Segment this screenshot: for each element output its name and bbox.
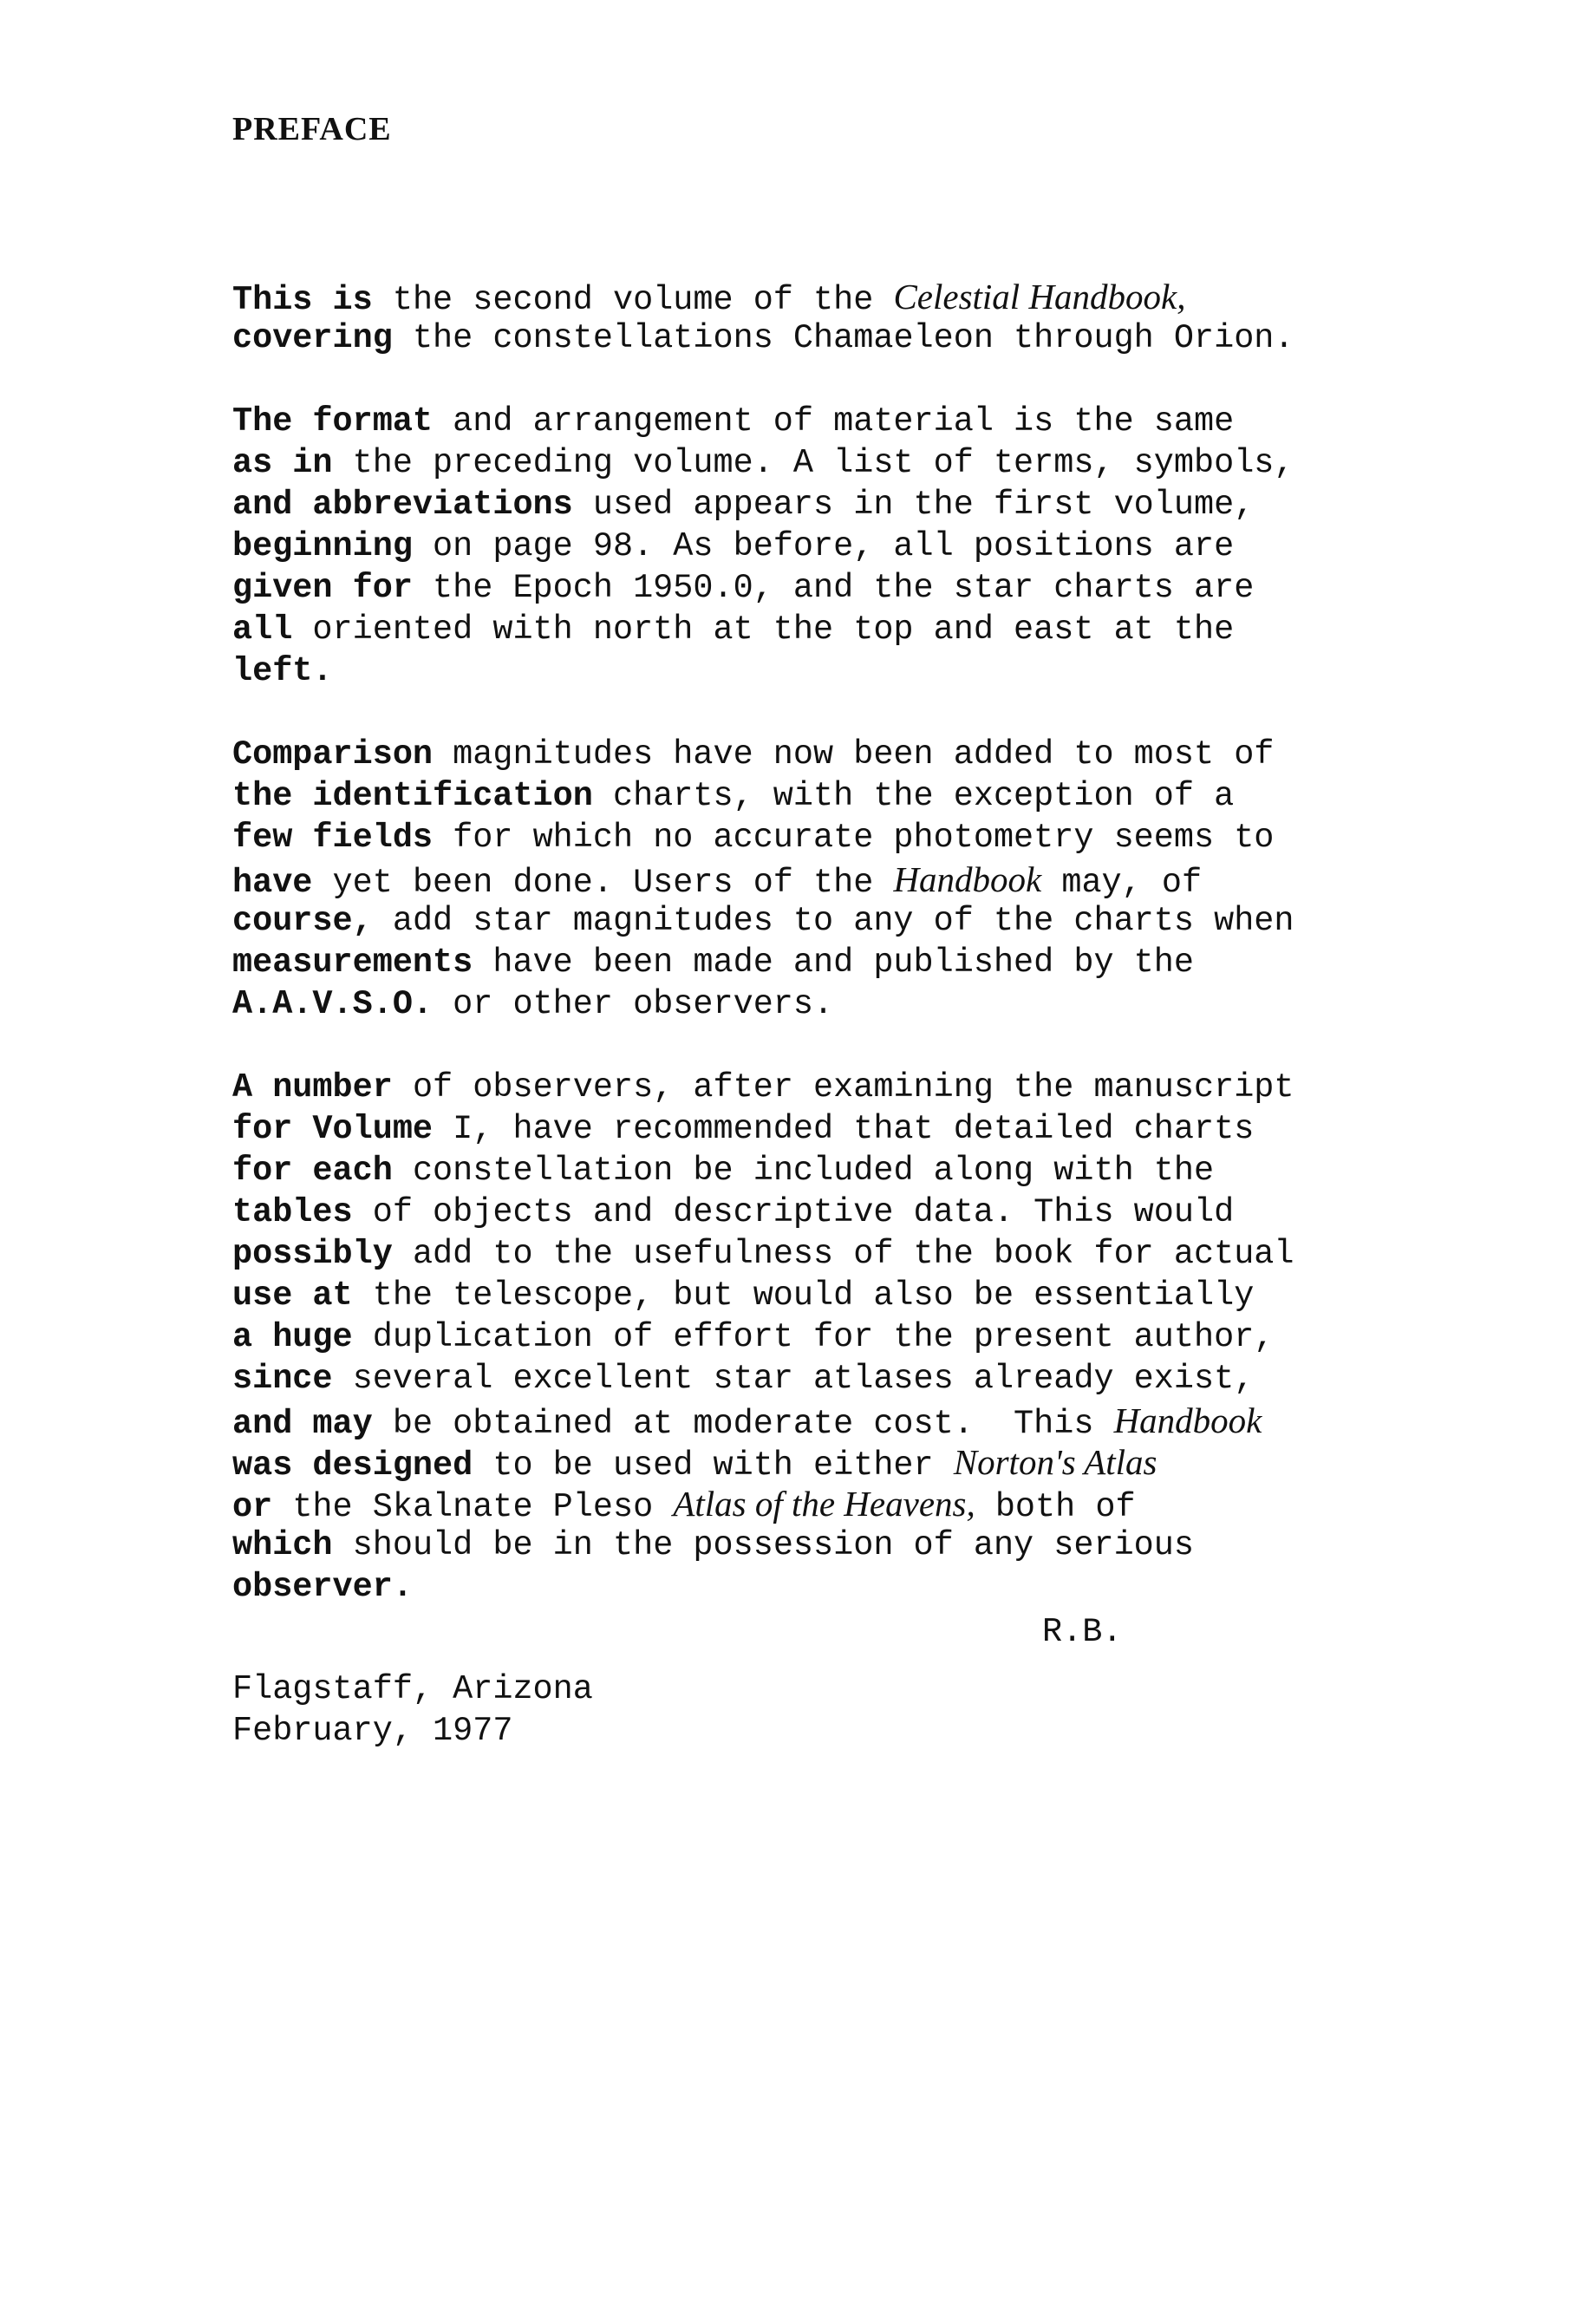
text-line [232,567,1429,609]
text-line [232,401,1429,442]
text-line [232,775,1429,817]
text-line [232,1233,1429,1275]
text-line [232,1150,1429,1191]
text-line [232,484,1429,526]
text-run: the constellations Chamaeleon through Orion. [392,319,1294,357]
text-run: used appears in the first volume, [572,486,1255,524]
paragraph-3 [232,734,1429,1025]
bold-text: A.A.V.S.O. [232,985,434,1023]
bold-text: the identification [232,777,593,815]
bold-text: Comparison [232,735,434,774]
bold-text: left. [232,652,333,690]
text-run: the telescope, but would also be essentially [352,1276,1255,1315]
text-line [232,609,1429,650]
text-run: to be used with either [473,1446,954,1485]
text-line [232,817,1429,858]
date-line: February, 1977 [232,1712,513,1750]
bold-text: use at [232,1276,353,1315]
bold-text: for Volume [232,1110,434,1148]
paragraph-4 [232,1067,1429,1608]
text-run: the Epoch 1950.0, and the star charts are [412,569,1255,607]
author-initials: R.B. [1042,1613,1123,1651]
text-run: I, have recommended that detailed charts [433,1110,1255,1148]
italic-title: Handbook [1113,1400,1262,1440]
bold-text: observer. [232,1568,413,1606]
text-run: several excellent star atlases already exist, [332,1360,1255,1398]
bold-text: beginning [232,527,413,565]
text-run: for which no accurate photometry seems to [433,819,1275,857]
text-line [232,1067,1429,1108]
text-line [232,858,1429,900]
text-line [232,1358,1429,1400]
bold-text: have [232,864,313,902]
text-run: should be in the possession of any serious [332,1526,1194,1564]
text-run: add to the usefulness of the book for actual [392,1235,1294,1273]
text-run: duplication of effort for the present author, [352,1318,1275,1356]
bold-text: The format [232,402,434,441]
text-run: and arrangement of material is the same [433,402,1235,441]
text-run: or other observers. [433,985,834,1023]
text-run: both of [975,1488,1136,1526]
place-and-date [232,1668,593,1752]
bold-text: and abbreviations [232,486,573,524]
text-run: charts, with the exception of a [592,777,1235,815]
text-line [232,900,1429,942]
bold-text: given for [232,569,413,607]
preface-heading: PREFACE [232,111,392,147]
text-line [232,1524,1429,1566]
bold-text: few fields [232,819,434,857]
place-line: Flagstaff, Arizona [232,1670,593,1708]
bold-text: possibly [232,1235,393,1273]
bold-text: measurements [232,943,473,982]
text-line [232,1483,1429,1524]
bold-text: and may [232,1405,373,1443]
text-line [232,983,1429,1025]
bold-text: This is [232,281,373,319]
text-run: of observers, after examining the manuscript [392,1068,1294,1107]
text-line [232,1441,1429,1483]
bold-text: covering [232,319,393,357]
text-run: on page 98. As before, all positions are [412,527,1235,565]
italic-title: Atlas of the Heavens, [673,1484,975,1524]
text-run: constellation be included along with the [392,1152,1215,1190]
text-line [232,442,1429,484]
paragraph-2 [232,401,1429,692]
text-run: the preceding volume. A list of terms, symbols, [332,444,1294,482]
text-line [232,1191,1429,1233]
italic-title: Handbook [893,859,1042,899]
bold-text: all [232,610,293,649]
italic-title: Norton's Atlas [953,1442,1157,1482]
bold-text: a huge [232,1318,353,1356]
text-run: the Skalnate Pleso [272,1488,674,1526]
bold-text: for each [232,1152,393,1190]
text-line [232,1400,1429,1441]
text-line [232,1316,1429,1358]
text-line [232,1566,1429,1608]
bold-text: tables [232,1193,353,1231]
text-line [232,526,1429,567]
text-run: magnitudes have now been added to most of [433,735,1275,774]
text-line [232,276,1429,317]
italic-title: Celestial Handbook, [893,277,1186,317]
text-line [232,942,1429,983]
text-line [232,317,1429,359]
paragraph-1 [232,276,1429,359]
bold-text: or [232,1488,273,1526]
text-line [232,1275,1429,1316]
text-run: may, of [1041,864,1203,902]
bold-text: course, [232,902,373,940]
text-run: be obtained at moderate cost. This [372,1405,1114,1443]
text-line [232,1108,1429,1150]
bold-text: which [232,1526,333,1564]
text-run: of objects and descriptive data. This would [352,1193,1235,1231]
text-run: yet been done. Users of the [312,864,894,902]
text-run: have been made and published by the [473,943,1194,982]
bold-text: as in [232,444,333,482]
text-run: oriented with north at the top and east at the [292,610,1235,649]
bold-text: A number [232,1068,393,1107]
text-line [232,734,1429,775]
text-run: add star magnitudes to any of the charts when [372,902,1294,940]
bold-text: since [232,1360,333,1398]
text-run: the second volume of the [372,281,894,319]
bold-text: was designed [232,1446,473,1485]
preface-body [232,276,1429,1649]
text-line [232,650,1429,692]
